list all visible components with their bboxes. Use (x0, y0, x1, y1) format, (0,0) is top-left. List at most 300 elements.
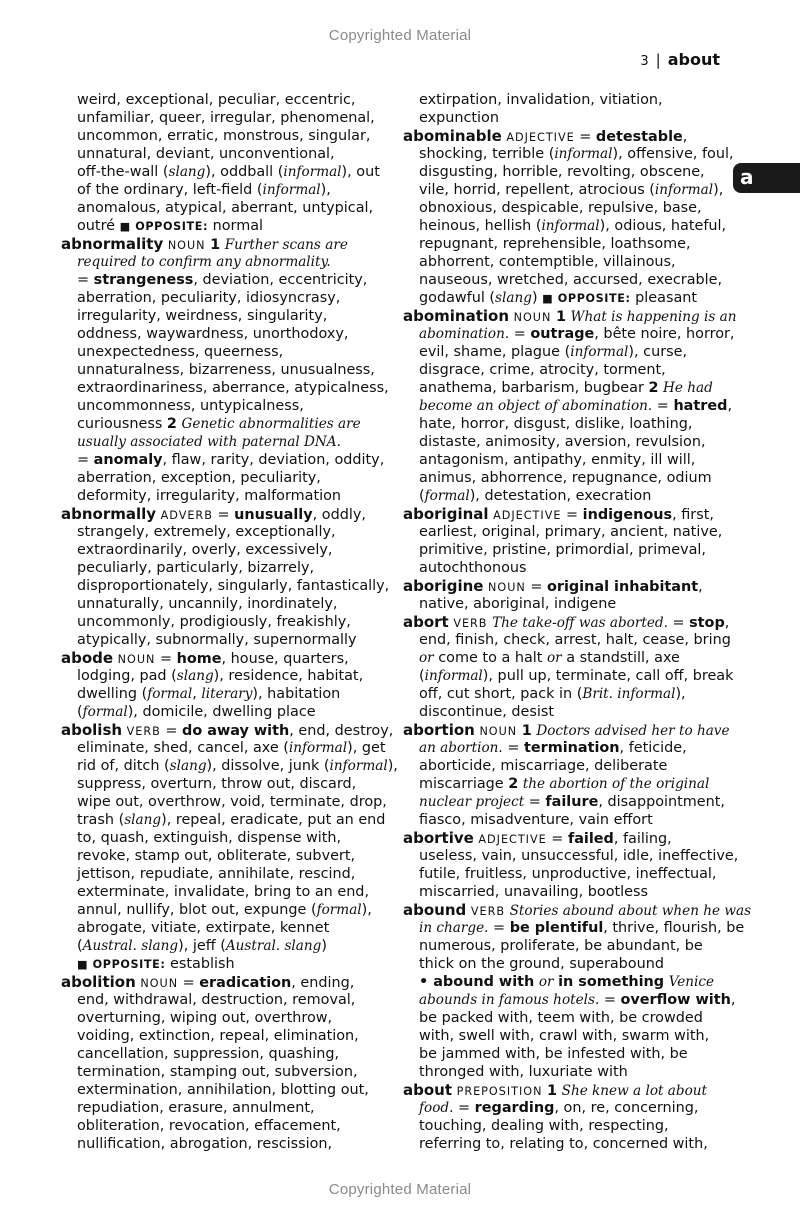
part-of-speech: ADJECTIVE (493, 509, 562, 522)
text-segment: ( (419, 668, 425, 684)
text-segment: of the ordinary, left-field ( (77, 182, 263, 198)
entry-line (61, 1063, 391, 1081)
headword: abort (403, 613, 449, 631)
headword: abolish (61, 721, 123, 739)
entry-line (403, 973, 733, 991)
text-segment: repudiation, erasure, annulment, (77, 1100, 315, 1116)
entry-line (61, 415, 391, 433)
entry-line (403, 325, 733, 343)
opposite-label: ■ OPPOSITE: (119, 220, 209, 233)
part-of-speech: ADJECTIVE (478, 833, 547, 846)
text-segment: miscarried, unavailing, bootless (419, 884, 648, 900)
entry-line (61, 883, 391, 901)
italic-text: or (419, 650, 434, 666)
text-segment: end, finish, check, arrest, halt, cease, bring (419, 632, 731, 648)
text-segment: ), oddball ( (205, 164, 284, 180)
entry-line (61, 451, 391, 469)
italic-text: slang (168, 164, 206, 180)
text-segment: deformity, irregularity, malformation (77, 488, 342, 504)
text-segment: ) (531, 290, 543, 306)
running-head-word: about (667, 50, 720, 69)
entry-line (403, 91, 733, 109)
entry-line (403, 559, 733, 577)
text-segment: = (178, 975, 200, 991)
text-segment: irregularity, weirdness, singularity, (77, 308, 328, 324)
italic-text: informal (541, 218, 600, 234)
entry-line (61, 703, 391, 721)
italic-text: the abortion of the original (522, 776, 710, 792)
italic-text: informal (570, 344, 629, 360)
text-segment: , end, destroy, (289, 723, 394, 739)
text-segment: ) (321, 938, 327, 954)
entry-headline (403, 721, 733, 739)
text-segment: ), curse, (628, 344, 688, 360)
entry-line (61, 955, 391, 973)
text-segment: = (574, 129, 596, 145)
text-segment: = (561, 507, 583, 523)
opposite-label: ■ OPPOSITE: (542, 292, 631, 305)
entry-headline (403, 127, 733, 145)
text-segment: , (698, 579, 703, 595)
entry-line (61, 1135, 391, 1153)
entry-headline (403, 829, 733, 847)
text-segment: expunction (419, 110, 499, 126)
entry-line (403, 487, 733, 505)
italic-text: abomination. (419, 326, 510, 342)
entry-line (403, 217, 733, 235)
text-segment: obliteration, revocation, effacement, (77, 1118, 341, 1134)
text-segment: outré (77, 218, 120, 234)
page-number: 3 (640, 54, 649, 69)
entry-line (403, 145, 733, 163)
text-segment: be packed with, teem with, be crowded (419, 1010, 703, 1026)
text-segment: to, quash, extinguish, dispense with, (77, 830, 342, 846)
text-segment: unnaturally, uncannily, inordinately, (77, 596, 338, 612)
entry-line (403, 523, 733, 541)
entry-line (61, 559, 391, 577)
entry-line (403, 1009, 733, 1027)
entry-line (61, 577, 391, 595)
entry-line (61, 199, 391, 217)
text-segment: discontinue, desist (419, 704, 554, 720)
text-segment: peculiarly, particularly, bizarrely, (77, 560, 315, 576)
entry-line (403, 1135, 733, 1153)
italic-text: What is happening is an (570, 309, 737, 325)
bold-synonym: termination (523, 740, 620, 756)
entry-line (403, 991, 736, 1009)
text-segment: extraordinarily, overly, excessively, (77, 542, 333, 558)
italic-text: She knew a lot about (561, 1083, 708, 1099)
text-segment: evil, shame, plague ( (419, 344, 571, 360)
bold-synonym: hatred (673, 398, 728, 414)
text-segment: futile, fruitless, unproductive, ineffectual, (419, 866, 717, 882)
text-segment: termination, stamping out, subversion, (77, 1064, 358, 1080)
text-segment: uncommonness, untypicalness, (77, 398, 304, 414)
bold-synonym: outrage (530, 326, 595, 342)
italic-text: slang (169, 758, 207, 774)
italic-text: slang (176, 668, 214, 684)
entry-line (403, 703, 733, 721)
text-segment: = (502, 740, 524, 756)
text-segment: pleasant (630, 290, 698, 306)
text-segment: = (667, 615, 690, 631)
entry-line (403, 595, 733, 613)
entry-line (61, 307, 391, 325)
entry-line (403, 739, 733, 757)
part-of-speech: ADVERB (160, 509, 213, 522)
text-segment: ), get (347, 740, 386, 756)
entry-line (403, 883, 733, 901)
entry-line (61, 91, 391, 109)
text-segment: ), jeff ( (178, 938, 226, 954)
bold-synonym: failure (545, 794, 599, 810)
entry-line (403, 541, 733, 559)
bold-synonym: anomaly (93, 452, 163, 468)
text-segment: miscarriage (419, 776, 509, 792)
text-segment: disgusting, horrible, revolting, obscene, (419, 164, 705, 180)
text-segment: anathema, barbarism, bugbear (419, 380, 649, 396)
text-segment: , oddly, (312, 507, 366, 523)
text-segment: wipe out, overthrow, void, terminate, drop, (77, 794, 387, 810)
entry-line (61, 163, 391, 181)
opposite-label: ■ OPPOSITE: (77, 958, 166, 971)
entry-line (403, 685, 733, 703)
entry-line (61, 613, 391, 631)
entry-line (61, 1099, 391, 1117)
entry-line (403, 793, 733, 811)
bold-synonym: regarding (474, 1100, 555, 1116)
entry-line (61, 631, 391, 649)
italic-text: Brit. informal (582, 686, 676, 702)
entry-line (61, 379, 391, 397)
part-of-speech: ADJECTIVE (506, 131, 575, 144)
entry-line (61, 397, 391, 415)
text-segment: thronged with, luxuriate with (419, 1064, 628, 1080)
entry-line (403, 919, 745, 937)
text-segment: = (525, 579, 547, 595)
text-segment: , house, quarters, (221, 651, 349, 667)
text-segment: , feticide, (619, 740, 687, 756)
text-segment: godawful ( (419, 290, 496, 306)
bold-synonym: 1 (555, 309, 566, 325)
entry-line (61, 757, 398, 775)
text-segment: ), pull up, terminate, call off, break (482, 668, 734, 684)
entry-line (403, 253, 733, 271)
italic-text: formal (82, 704, 128, 720)
text-segment: primitive, pristine, primordial, primeval, (419, 542, 706, 558)
italic-text: nuclear project (419, 794, 525, 810)
text-segment: normal (208, 218, 264, 234)
part-of-speech: NOUN (513, 311, 552, 324)
part-of-speech: VERB (453, 617, 488, 630)
text-segment: disgrace, crime, atrocity, torment, (419, 362, 666, 378)
text-segment: = (160, 723, 183, 739)
entry-line (61, 595, 391, 613)
text-segment: ), domicile, dwelling place (127, 704, 316, 720)
entry-headline (61, 505, 391, 523)
entry-line (61, 1117, 391, 1135)
part-of-speech: NOUN (117, 653, 156, 666)
entry-line (403, 847, 739, 865)
text-segment: ( (419, 488, 425, 504)
text-segment: autochthonous (419, 560, 527, 576)
bold-synonym: 2 (648, 380, 659, 396)
text-segment: ), (320, 182, 331, 198)
text-segment: touching, dealing with, respecting, (419, 1118, 669, 1134)
running-head (640, 50, 720, 72)
text-segment: = (599, 992, 621, 1008)
entry-line (403, 379, 733, 397)
headword: abode (61, 649, 114, 667)
entry-line (403, 865, 733, 883)
text-segment: disproportionately, singularly, fantastically, (77, 578, 390, 594)
text-segment: , thrive, flourish, be (603, 920, 745, 936)
entry-line (61, 541, 391, 559)
entry-line (61, 829, 391, 847)
entry-line (403, 433, 733, 451)
italic-text: an abortion. (419, 740, 503, 756)
text-segment: shocking, terrible ( (419, 146, 555, 162)
bold-synonym: 2 (508, 776, 519, 792)
text-segment: = (453, 1100, 475, 1116)
entry-headline (403, 307, 737, 325)
headword: aborigine (403, 577, 484, 595)
entry-line (403, 775, 733, 793)
entry-line (403, 163, 733, 181)
italic-text: informal (329, 758, 388, 774)
entry-line (61, 433, 391, 451)
part-of-speech: VERB (470, 905, 506, 918)
entry-line (403, 415, 733, 433)
text-segment: extraordinariness, aberrance, atypicalness, (77, 380, 389, 396)
entry-line (61, 487, 391, 505)
italic-text: or (547, 650, 562, 666)
text-segment: jettison, repudiate, annihilate, rescind, (77, 866, 356, 882)
entry-line (403, 343, 733, 361)
dictionary-column-left (61, 91, 398, 1153)
italic-text: literary (201, 686, 253, 702)
entry-line (61, 109, 391, 127)
italic-text: usually associated with paternal DNA. (77, 434, 341, 450)
text-segment: , failing, (613, 831, 672, 847)
text-segment: weird, exceptional, peculiar, eccentric, (77, 92, 356, 108)
text-segment: uncommonly, prodigiously, freakishly, (77, 614, 351, 630)
text-segment: ), detestation, execration (469, 488, 652, 504)
text-segment: extirpation, invalidation, vitiation, (419, 92, 663, 108)
entry-line (403, 469, 733, 487)
entry-line (403, 289, 733, 307)
entry-line (403, 1117, 733, 1135)
text-segment: repugnant, reprehensible, loathsome, (419, 236, 691, 252)
text-segment: suppress, overturn, throw out, discard, (77, 776, 357, 792)
text-segment: thick on the ground, superabound (419, 956, 664, 972)
text-segment: voiding, extinction, repeal, elimination, (77, 1028, 359, 1044)
text-segment: = (77, 272, 94, 288)
entry-headline (403, 505, 733, 523)
entry-line (403, 235, 733, 253)
text-segment: be jammed with, be infested with, be (419, 1046, 688, 1062)
text-segment: native, aboriginal, indigene (419, 596, 617, 612)
headword: abomination (403, 307, 510, 325)
italic-text: formal (316, 902, 362, 918)
headword: abnormally (61, 505, 157, 523)
italic-text: He had (663, 380, 713, 396)
italic-text: in charge. (419, 920, 489, 936)
entry-line (61, 289, 391, 307)
copyright-watermark-top: Copyrighted Material (328, 27, 472, 44)
entry-headline (403, 901, 752, 919)
headword: abound (403, 901, 467, 919)
text-segment: trash ( (77, 812, 125, 828)
text-segment: , (192, 686, 202, 702)
entry-line (403, 811, 733, 829)
entry-line (61, 685, 391, 703)
bold-synonym: 1 (547, 1083, 558, 1099)
entry-line (61, 217, 391, 235)
text-segment: obnoxious, despicable, repulsive, base, (419, 200, 702, 216)
dictionary-column-right (403, 91, 752, 1153)
text-segment: ( (77, 938, 83, 954)
text-segment: ), (713, 182, 724, 198)
text-segment: = (488, 920, 510, 936)
text-segment: hate, horror, disgust, dislike, loathing, (419, 416, 693, 432)
text-segment: lodging, pad ( (77, 668, 177, 684)
text-segment: = (155, 651, 177, 667)
entry-headline (403, 1081, 733, 1099)
italic-text: become an object of abomination. (419, 398, 653, 414)
text-segment: nauseous, wretched, accursed, execrable, (419, 272, 723, 288)
italic-text: Genetic abnormalities are (181, 416, 361, 432)
italic-text: informal (288, 740, 348, 756)
text-segment: abrogate, vitiate, extirpate, kennet (77, 920, 330, 936)
italic-text: Austral. slang (225, 938, 322, 954)
text-segment: uncommon, erratic, monstrous, singular, (77, 128, 371, 144)
entry-line (403, 451, 733, 469)
entry-line (403, 955, 733, 973)
entry-line (61, 937, 391, 955)
bold-synonym: be plentiful (509, 920, 604, 936)
entry-line (403, 271, 733, 289)
text-segment: establish (165, 956, 235, 972)
headword: abominable (403, 127, 502, 145)
bold-synonym: 1 (210, 237, 221, 253)
text-segment: ), offensive, foul, (612, 146, 734, 162)
text-segment: = (509, 326, 531, 342)
entry-line (403, 181, 733, 199)
text-segment: ( (77, 704, 83, 720)
entry-line (403, 1045, 733, 1063)
text-segment: , (724, 615, 730, 631)
entry-line (61, 325, 391, 343)
text-segment: rid of, ditch ( (77, 758, 170, 774)
entry-line (61, 919, 391, 937)
entry-line (61, 343, 391, 361)
entry-line (61, 811, 391, 829)
text-segment: ), dissolve, junk ( (206, 758, 330, 774)
italic-text: Doctors advised her to have (536, 723, 730, 739)
bold-synonym: in something (558, 974, 665, 990)
entry-line (403, 631, 733, 649)
text-segment: heinous, hellish ( (419, 218, 542, 234)
entry-line (403, 667, 733, 685)
headword: about (403, 1081, 453, 1099)
text-segment: atypically, subnormally, supernormally (77, 632, 357, 648)
entry-headline (403, 613, 733, 631)
entry-line (61, 847, 391, 865)
bold-synonym: indigenous (582, 507, 673, 523)
text-segment: , first, (672, 507, 714, 523)
italic-text: Austral. slang (82, 938, 179, 954)
text-segment: ), out (341, 164, 380, 180)
thumb-tab-letter: a (740, 165, 754, 189)
bold-synonym: home (176, 651, 222, 667)
text-segment: ), residence, habitat, (213, 668, 364, 684)
text-segment: end, withdrawal, destruction, removal, (77, 992, 356, 1008)
text-segment: = (524, 794, 546, 810)
entry-line (61, 181, 391, 199)
entry-line (61, 145, 391, 163)
text-segment: cancellation, suppression, quashing, (77, 1046, 340, 1062)
text-segment: annul, nullify, blot out, expunge ( (77, 902, 317, 918)
bold-synonym: strangeness (93, 272, 194, 288)
italic-text: or (538, 974, 554, 990)
entry-line (61, 127, 391, 145)
bold-synonym: 2 (166, 416, 177, 432)
italic-text: The take-off was aborted. (492, 615, 668, 631)
text-segment: a standstill, axe (561, 650, 680, 666)
text-segment: dwelling ( (77, 686, 148, 702)
running-head-separator: | (655, 51, 661, 69)
italic-text: abounds in famous hotels. (419, 992, 600, 1008)
bold-synonym: stop (689, 615, 725, 631)
bold-synonym: failed (567, 831, 614, 847)
entry-line (61, 1045, 391, 1063)
italic-text: slang (495, 290, 532, 306)
entry-line (403, 199, 733, 217)
text-segment: fiasco, misadventure, vain effort (419, 812, 653, 828)
italic-text: informal (283, 164, 342, 180)
entry-line (403, 361, 733, 379)
entry-line (61, 793, 391, 811)
text-segment: unnaturalness, bizarreness, unusualness, (77, 362, 375, 378)
entry-line (61, 775, 391, 793)
entry-line (403, 109, 733, 127)
entry-line (61, 901, 391, 919)
entry-line (403, 1099, 733, 1117)
headword: abortion (403, 721, 475, 739)
text-segment: = (652, 398, 674, 414)
headword: abolition (61, 973, 136, 991)
text-segment: , (682, 129, 688, 145)
text-segment: aberration, exception, peculiarity, (77, 470, 321, 486)
bold-synonym: original inhabitant (546, 579, 699, 595)
letter-thumb-tab (733, 163, 800, 193)
entry-headline (61, 235, 391, 253)
headword: aboriginal (403, 505, 489, 523)
entry-line (61, 865, 391, 883)
text-segment: off-the-wall ( (77, 164, 169, 180)
bold-synonym: unusually (234, 507, 313, 523)
part-of-speech: NOUN (488, 581, 526, 594)
entry-headline (61, 649, 391, 667)
italic-text: Venice (668, 974, 715, 990)
text-segment: revoke, stamp out, obliterate, subvert, (77, 848, 356, 864)
entry-line (403, 649, 733, 667)
italic-text: informal (554, 146, 613, 162)
part-of-speech: NOUN (167, 239, 206, 252)
text-segment: anomalous, atypical, aberrant, untypical, (77, 200, 374, 216)
entry-line (403, 1027, 733, 1045)
